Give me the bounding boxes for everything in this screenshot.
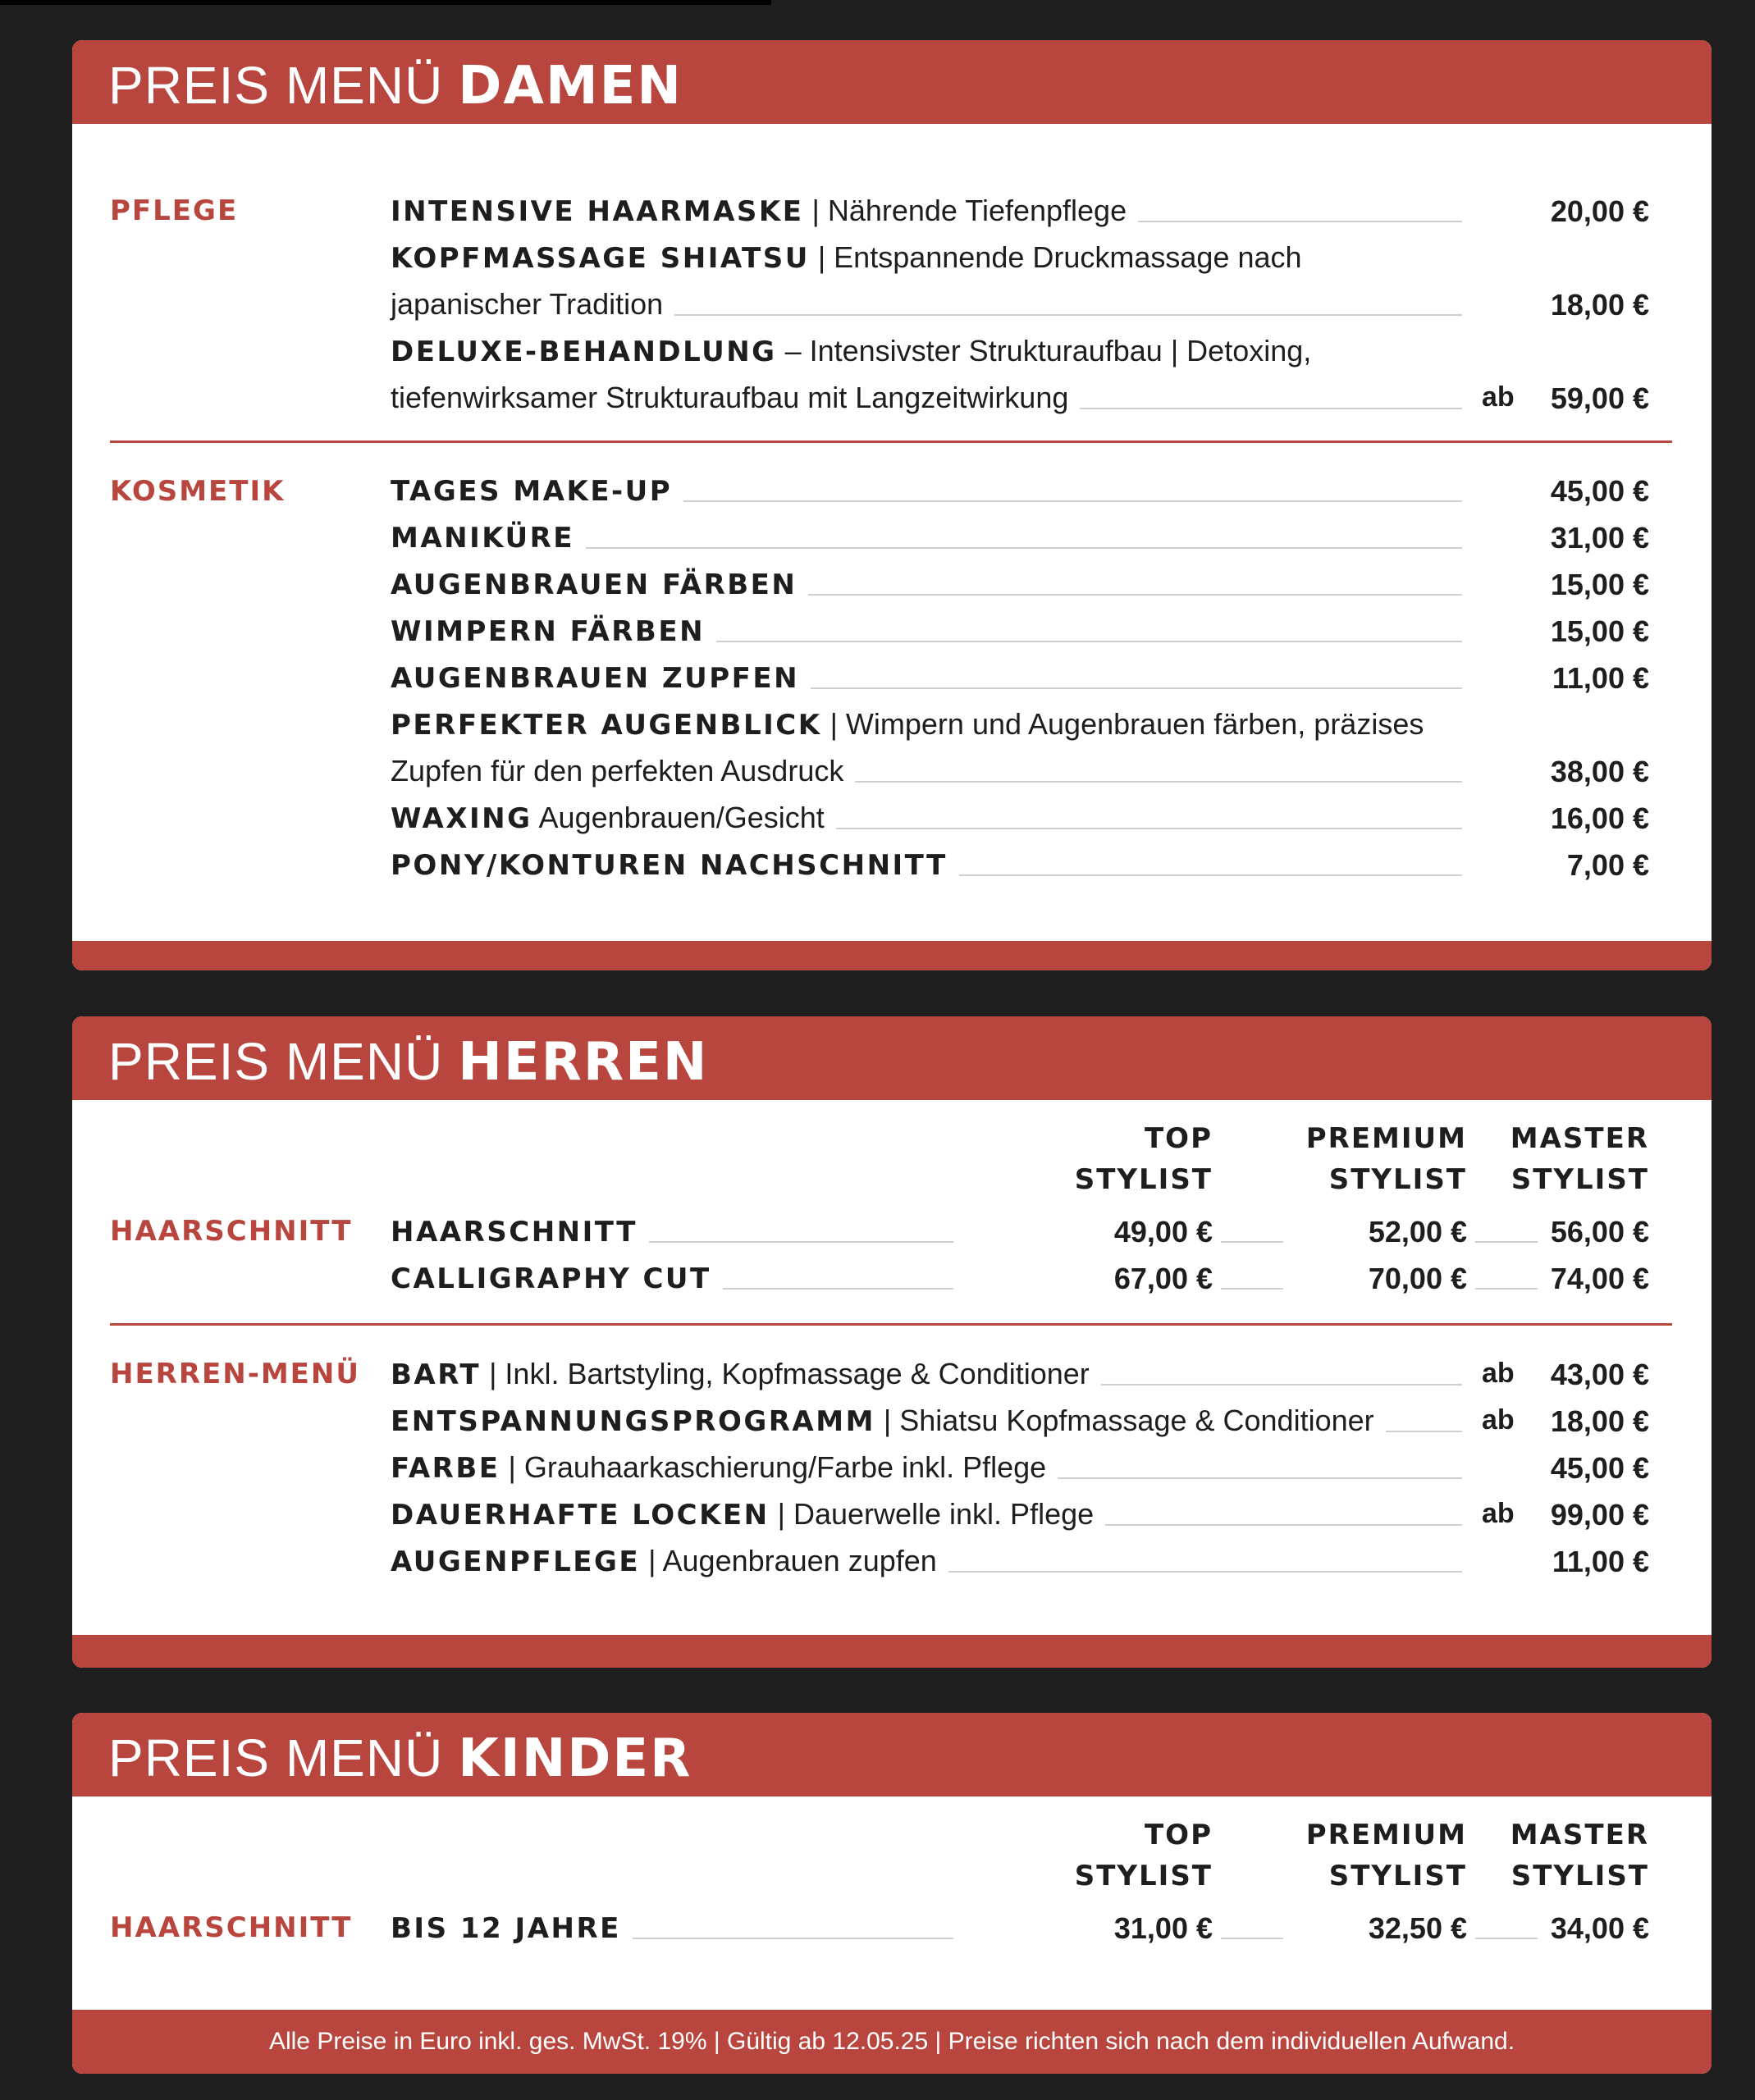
haircut-row — [72, 1208, 1712, 1255]
dotted-leader — [959, 874, 1462, 876]
price-prefix: ab — [1482, 1358, 1515, 1389]
card-title-emphasis: DAMEN — [458, 56, 683, 116]
item-text — [391, 1404, 1374, 1438]
item-text — [391, 288, 663, 322]
item-name: WAXING — [391, 802, 532, 835]
item-text — [391, 755, 843, 788]
item-description: – Intensivster Strukturaufbau | Detoxing, — [776, 334, 1312, 368]
item-name: INTENSIVE HAARMASKE — [391, 195, 804, 228]
item-text — [391, 614, 705, 648]
price-row — [72, 608, 1712, 655]
dotted-leader — [1221, 1241, 1283, 1243]
price-row — [72, 1538, 1712, 1585]
dotted-leader — [808, 594, 1462, 596]
item-name: AUGENBRAUEN FÄRBEN — [391, 568, 798, 601]
dotted-leader — [1101, 1384, 1462, 1386]
price-prefix: ab — [1482, 1498, 1515, 1529]
item-price: 18,00 € — [1550, 1404, 1649, 1438]
column-header-master-stylist — [1469, 1118, 1649, 1200]
item-name: ENTSPANNUNGSPROGRAMM — [391, 1405, 875, 1438]
column-header-line: STYLIST — [1510, 1860, 1649, 1892]
item-text — [391, 708, 1424, 742]
card-title-damen — [108, 55, 683, 116]
card-header-herren — [72, 1016, 1712, 1100]
item-name: TAGES MAKE-UP — [391, 475, 673, 508]
dotted-leader — [674, 314, 1462, 316]
item-text — [391, 1262, 711, 1295]
category-label-haarschnitt: HAARSCHNITT — [110, 1215, 353, 1248]
stylist-price: 56,00 € — [1550, 1215, 1649, 1249]
item-description: | Grauhaarkaschierung/Farbe inkl. Pflege — [500, 1450, 1047, 1484]
price-card-herren — [72, 1016, 1712, 1668]
item-text — [391, 521, 574, 555]
item-name: BART — [391, 1358, 482, 1391]
item-name: CALLIGRAPHY CUT — [391, 1262, 711, 1295]
dotted-leader — [716, 641, 1462, 642]
item-text — [391, 1911, 621, 1945]
card-title-prefix: PREIS MENÜ — [108, 1728, 444, 1787]
top-edge-line — [0, 0, 771, 5]
section-divider — [110, 1323, 1672, 1326]
item-name: DAUERHAFTE LOCKEN — [391, 1499, 770, 1532]
item-text — [391, 1215, 638, 1249]
item-description: | Augenbrauen zupfen — [640, 1544, 937, 1577]
dotted-leader — [811, 687, 1462, 689]
item-text — [391, 848, 948, 882]
dotted-leader — [836, 828, 1462, 829]
column-header-top-stylist — [1032, 1815, 1213, 1897]
category-label-pflege: PFLEGE — [110, 194, 239, 227]
card-title-emphasis: HERREN — [458, 1032, 709, 1093]
item-price: 15,00 € — [1550, 614, 1649, 648]
dotted-leader — [1221, 1288, 1283, 1290]
dotted-leader — [1386, 1431, 1462, 1432]
column-header-premium-stylist — [1287, 1118, 1467, 1200]
price-card-kinder — [72, 1713, 1712, 2074]
item-text — [391, 568, 797, 601]
item-name: BIS 12 JAHRE — [391, 1912, 621, 1945]
stylist-price: 32,50 € — [1368, 1911, 1467, 1945]
item-description: japanischer Tradition — [391, 287, 664, 321]
price-row — [72, 1351, 1712, 1398]
stylist-price: 74,00 € — [1550, 1262, 1649, 1295]
item-name: FARBE — [391, 1452, 500, 1485]
item-description: | Dauerwelle inkl. Pflege — [769, 1497, 1095, 1531]
column-header-line: PREMIUM — [1305, 1819, 1467, 1851]
item-name: AUGENPFLEGE — [391, 1545, 641, 1578]
column-header-line: MASTER — [1510, 1122, 1649, 1155]
card-footer-kinder — [72, 2010, 1712, 2074]
column-header-line: STYLIST — [1510, 1163, 1649, 1196]
dotted-leader — [633, 1938, 953, 1939]
price-row — [72, 842, 1712, 888]
item-name: AUGENBRAUEN ZUPFEN — [391, 662, 800, 695]
item-text — [391, 1451, 1046, 1485]
price-row — [72, 748, 1712, 795]
dotted-leader — [1058, 1477, 1462, 1479]
item-name: DELUXE-BEHANDLUNG — [391, 336, 777, 368]
price-row — [72, 1491, 1712, 1538]
item-description: | Nährende Tiefenpflege — [803, 194, 1127, 227]
item-description: tiefenwirksamer Strukturaufbau mit Langzeitwirkung — [391, 381, 1069, 414]
item-price: 16,00 € — [1550, 801, 1649, 835]
card-title-prefix: PREIS MENÜ — [108, 1032, 444, 1091]
price-row — [72, 655, 1712, 701]
item-name: HAARSCHNITT — [391, 1216, 638, 1249]
item-price: 38,00 € — [1550, 755, 1649, 788]
category-label-haarschnitt: HAARSCHNITT — [110, 1911, 353, 1944]
item-name: PONY/KONTUREN NACHSCHNITT — [391, 849, 948, 882]
item-price: 11,00 € — [1552, 661, 1649, 695]
item-text — [391, 1545, 937, 1578]
item-price: 43,00 € — [1550, 1358, 1649, 1391]
item-text — [391, 1498, 1094, 1532]
column-header-premium-stylist — [1287, 1815, 1467, 1897]
item-name: PERFEKTER AUGENBLICK — [391, 709, 822, 742]
haircut-row — [72, 1905, 1712, 1952]
dotted-leader — [649, 1241, 953, 1243]
item-description: | Entspannende Druckmassage nach — [809, 240, 1302, 274]
price-row — [72, 1445, 1712, 1491]
item-price: 20,00 € — [1550, 194, 1649, 228]
item-description: Zupfen für den perfekten Ausdruck — [391, 754, 844, 788]
column-header-master-stylist — [1469, 1815, 1649, 1897]
card-header-kinder — [72, 1713, 1712, 1796]
stylist-price: 67,00 € — [1113, 1262, 1213, 1295]
card-title-prefix: PREIS MENÜ — [108, 56, 444, 115]
item-text — [391, 661, 799, 695]
item-price: 31,00 € — [1550, 521, 1649, 555]
price-row — [72, 188, 1712, 235]
dotted-leader — [1080, 408, 1462, 409]
item-description: Augenbrauen/Gesicht — [532, 801, 825, 834]
card-footer-damen — [72, 941, 1712, 970]
item-price: 99,00 € — [1550, 1498, 1649, 1532]
dotted-leader — [948, 1571, 1462, 1573]
dotted-leader — [1221, 1938, 1283, 1939]
stylist-price: 70,00 € — [1368, 1262, 1467, 1295]
card-title-kinder — [108, 1728, 692, 1789]
item-description: | Inkl. Bartstyling, Kopfmassage & Conditioner — [481, 1357, 1090, 1390]
item-text — [391, 801, 825, 835]
column-header-line: TOP — [1144, 1122, 1213, 1155]
price-row — [72, 795, 1712, 842]
price-prefix: ab — [1482, 1404, 1515, 1436]
price-row — [72, 561, 1712, 608]
item-name: WIMPERN FÄRBEN — [391, 615, 706, 648]
item-description: | Wimpern und Augenbrauen färben, präzises — [821, 707, 1424, 741]
footer-note: Alle Preise in Euro inkl. ges. MwSt. 19% | Gültig ab 12.05.25 | Preise richten sich nach dem individuellen Aufwand. — [268, 2028, 1515, 2055]
item-text — [391, 1358, 1090, 1391]
price-row — [72, 281, 1712, 328]
column-header-top-stylist — [1032, 1118, 1213, 1200]
section-divider — [110, 441, 1672, 443]
column-header-line: PREMIUM — [1305, 1122, 1467, 1155]
item-name: KOPFMASSAGE SHIATSU — [391, 242, 810, 275]
card-header-damen — [72, 40, 1712, 124]
item-text — [391, 381, 1068, 415]
price-row — [72, 1398, 1712, 1445]
price-row — [72, 375, 1712, 422]
item-text — [391, 474, 672, 508]
dotted-leader — [1105, 1524, 1462, 1526]
item-price: 45,00 € — [1550, 474, 1649, 508]
item-text — [391, 335, 1311, 368]
haircut-row — [72, 1255, 1712, 1302]
column-header-line: MASTER — [1510, 1819, 1649, 1851]
item-price: 59,00 € — [1550, 381, 1649, 415]
category-label-kosmetik: KOSMETIK — [110, 475, 286, 508]
item-name: MANIKÜRE — [391, 522, 575, 555]
item-price: 15,00 € — [1550, 568, 1649, 601]
item-description: | Shiatsu Kopfmassage & Conditioner — [875, 1404, 1374, 1437]
item-price: 45,00 € — [1550, 1451, 1649, 1485]
stylist-price: 34,00 € — [1550, 1911, 1649, 1945]
dotted-leader — [723, 1288, 953, 1290]
price-row — [72, 701, 1712, 748]
column-header-line: STYLIST — [1074, 1860, 1213, 1892]
item-price: 11,00 € — [1552, 1545, 1649, 1578]
stylist-price: 52,00 € — [1368, 1215, 1467, 1249]
stylist-price: 31,00 € — [1113, 1911, 1213, 1945]
dotted-leader — [586, 547, 1462, 549]
item-text — [391, 194, 1127, 228]
price-row — [72, 468, 1712, 514]
category-label-herren-menu: HERREN-MENÜ — [110, 1358, 360, 1390]
card-title-emphasis: KINDER — [458, 1728, 692, 1789]
price-row — [72, 328, 1712, 375]
dotted-leader — [683, 500, 1462, 502]
price-row — [72, 514, 1712, 561]
dotted-leader — [1138, 221, 1462, 222]
card-footer-herren — [72, 1635, 1712, 1668]
column-header-line: STYLIST — [1074, 1163, 1213, 1196]
stylist-price: 49,00 € — [1113, 1215, 1213, 1249]
item-price: 7,00 € — [1566, 848, 1649, 882]
column-header-line: TOP — [1144, 1819, 1213, 1851]
column-header-line: STYLIST — [1328, 1163, 1467, 1196]
price-card-damen — [72, 40, 1712, 970]
price-prefix: ab — [1482, 381, 1515, 413]
price-row — [72, 235, 1712, 281]
item-price: 18,00 € — [1550, 288, 1649, 322]
card-title-herren — [108, 1031, 708, 1093]
item-text — [391, 241, 1302, 275]
dotted-leader — [855, 781, 1462, 783]
column-header-line: STYLIST — [1328, 1860, 1467, 1892]
